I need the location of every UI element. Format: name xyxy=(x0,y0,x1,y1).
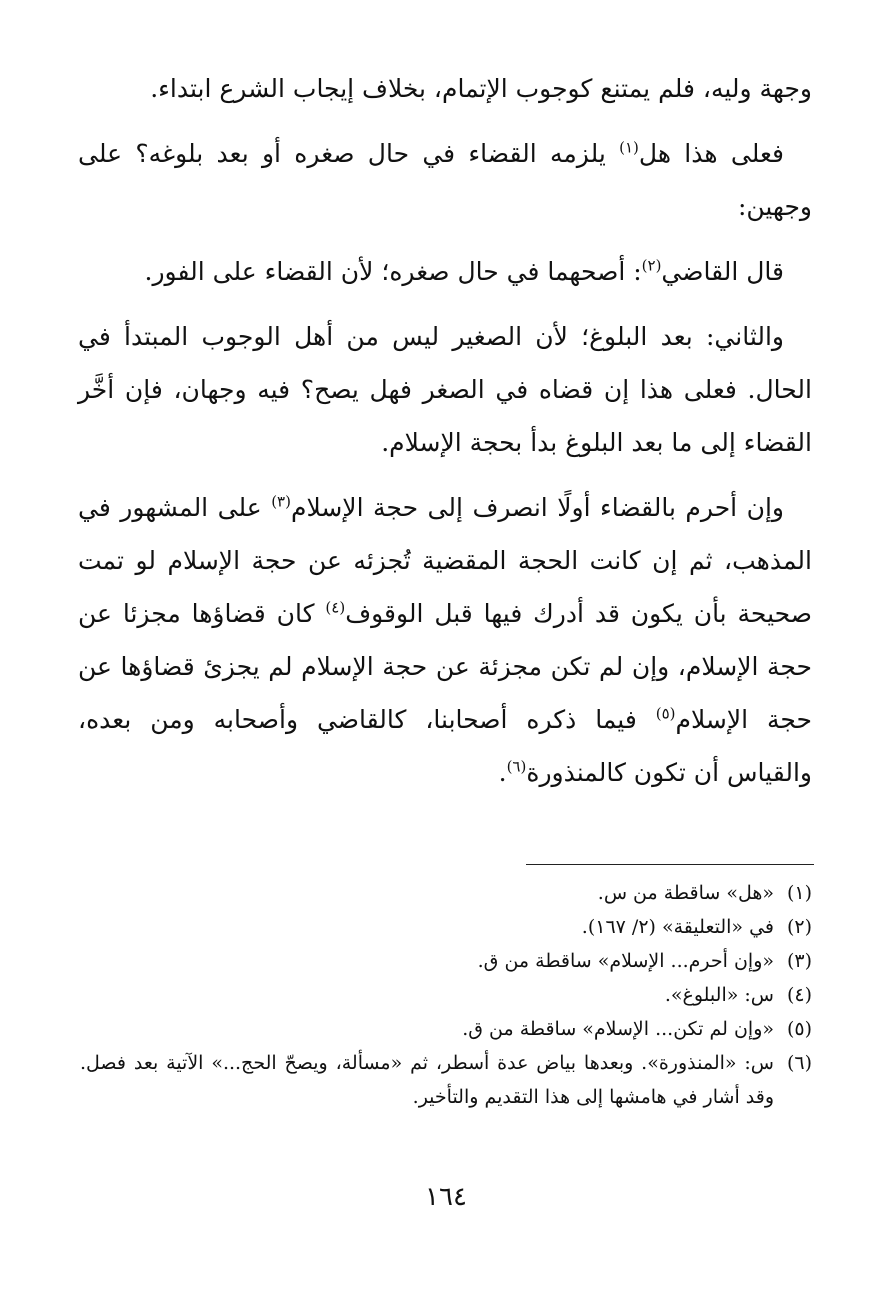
text-run: كان قضاؤها مجزئا عن حجة الإسلام، وإن لم تكن مجزئة عن حجة الإسلام لم يجزئ قضاؤها عن حجة الإسلام xyxy=(78,599,812,734)
footnote-text: «وإن أحرم... الإسلام» ساقطة من ق. xyxy=(477,950,774,972)
footnote-text: «وإن لم تكن... الإسلام» ساقطة من ق. xyxy=(462,1018,774,1040)
footnote-number: (٤) xyxy=(786,984,812,1006)
paragraph xyxy=(78,310,812,469)
paragraph xyxy=(78,127,812,233)
paragraph xyxy=(78,245,812,298)
footnote-text: في «التعليقة» (٢/ ١٦٧). xyxy=(581,916,774,938)
footnote-item xyxy=(80,876,812,910)
text-run: يلزمه القضاء في حال صغره أو بعد بلوغه؟ على وجهين: xyxy=(78,139,812,221)
text-run: فعلى هذا هل xyxy=(638,139,784,168)
footnote-separator xyxy=(526,864,814,865)
footnote-number: (١) xyxy=(786,882,812,904)
footnote-reference: (٥) xyxy=(655,704,676,723)
text-run: : أصحهما في حال صغره؛ لأن القضاء على الفور. xyxy=(144,257,642,286)
text-run: وإن أحرم بالقضاء أولًا انصرف إلى حجة الإسلام xyxy=(290,493,784,522)
page-number: ١٦٤ xyxy=(425,1182,467,1212)
footnote-item xyxy=(80,944,812,978)
main-text xyxy=(78,62,812,811)
footnote-reference: (٤) xyxy=(325,598,346,617)
text-run: قال القاضي xyxy=(661,257,784,286)
paragraph xyxy=(78,62,812,115)
footnote-text: «هل» ساقطة من س. xyxy=(597,882,774,904)
footnote-reference: (٦) xyxy=(506,757,527,776)
text-run: . xyxy=(498,758,507,787)
footnote-number: (٦) xyxy=(786,1052,812,1074)
footnote-number: (٥) xyxy=(786,1018,812,1040)
footnote-text: س: «البلوغ». xyxy=(664,984,774,1006)
footnote-reference: (٢) xyxy=(641,256,662,275)
text-run: وجهة وليه، فلم يمتنع كوجوب الإتمام، بخلاف إيجاب الشرع ابتداء. xyxy=(150,74,812,103)
text-run: فيما ذكره أصحابنا، كالقاضي وأصحابه ومن بعده، والقياس أن تكون كالمنذورة xyxy=(78,705,812,787)
footnote-item xyxy=(80,910,812,944)
footnote-item xyxy=(80,978,812,1012)
text-run: على المشهور في المذهب، ثم إن كانت الحجة المقضية تُجزئه عن حجة الإسلام لو تمت صحيحة بأن يكون قد أدرك فيها قبل الوقوف xyxy=(78,493,812,628)
text-run: والثاني: بعد البلوغ؛ لأن الصغير ليس من أهل الوجوب المبتدأ في الحال. فعلى هذا إن قضاه في الصغر فهل يصح؟ فيه وجهان، فإن أخَّر القضاء إلى ما بعد البلوغ بدأ بحجة الإسلام. xyxy=(78,322,812,457)
footnote-number: (٢) xyxy=(786,916,812,938)
paragraph xyxy=(78,481,812,799)
footnote-text: س: «المنذورة». وبعدها بياض عدة أسطر، ثم «مسألة، ويصحّ الحج...» الآتية بعد فصل. وقد أشار في هامشها إلى هذا التقديم والتأخير. xyxy=(80,1052,774,1108)
footnote-reference: (١) xyxy=(619,138,639,157)
footnotes-list xyxy=(80,876,812,1114)
footnote-number: (٣) xyxy=(786,950,812,972)
footnote-item xyxy=(80,1046,812,1114)
footnote-reference: (٣) xyxy=(271,492,291,511)
footnote-item xyxy=(80,1012,812,1046)
